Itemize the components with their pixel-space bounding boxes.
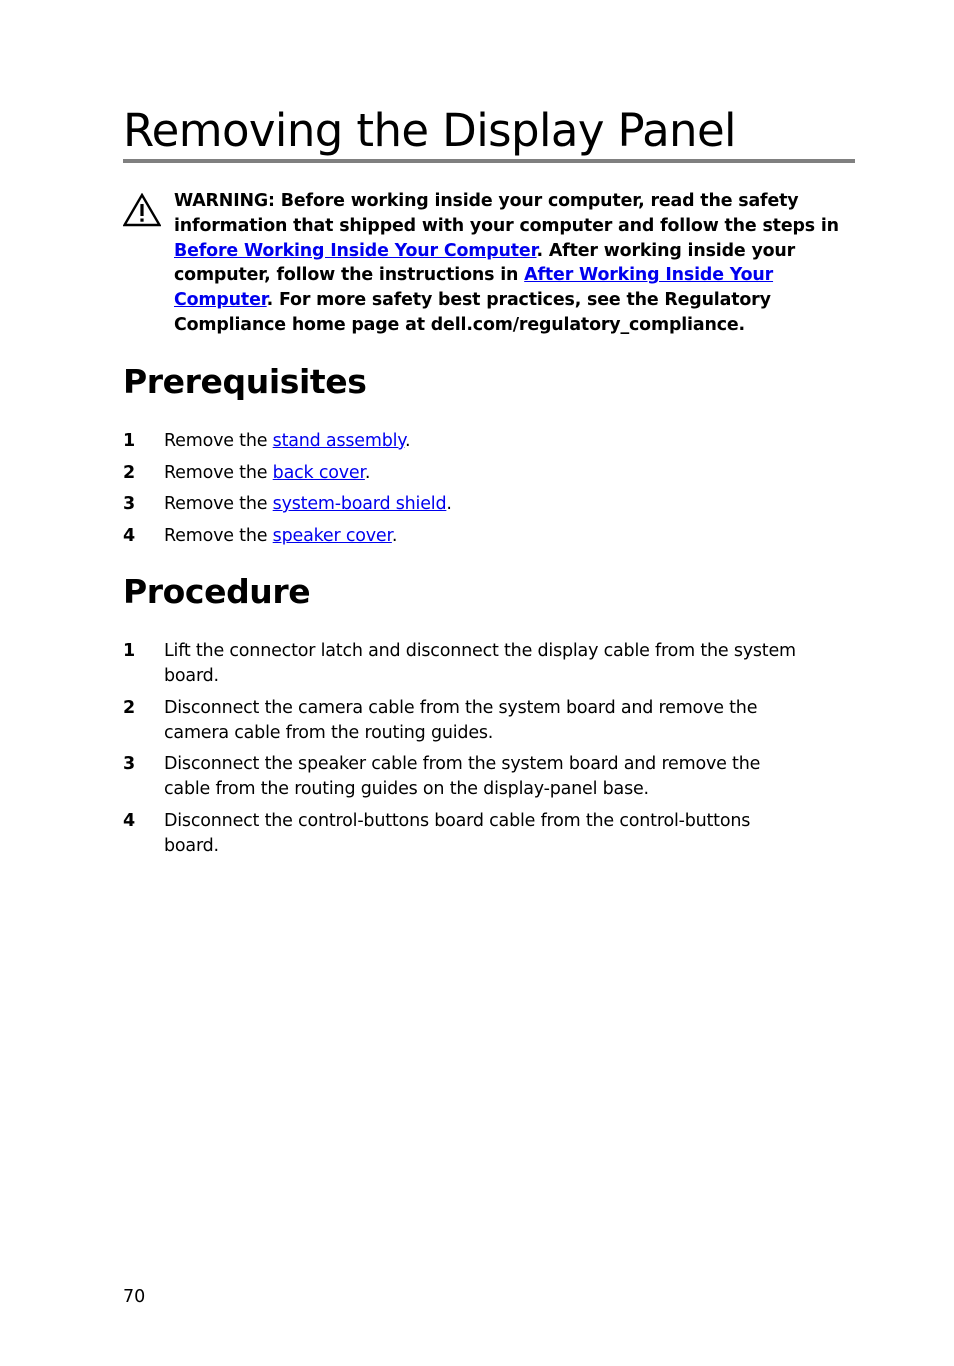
page-title: Removing the Display Panel bbox=[123, 104, 736, 157]
step-text: Disconnect the speaker cable from the system board and remove the cable from the routing guides on the display-panel base. bbox=[164, 754, 761, 799]
procedure-step bbox=[123, 639, 855, 689]
step-number: 2 bbox=[123, 697, 135, 718]
system-board-shield-link[interactable]: system-board shield bbox=[272, 494, 447, 514]
stand-assembly-link[interactable]: stand assembly bbox=[272, 431, 405, 451]
before-working-link[interactable]: Before Working Inside Your Computer bbox=[174, 240, 537, 261]
after-working-link[interactable]: After Working Inside Your bbox=[524, 265, 774, 286]
prerequisites-heading: Prerequisites bbox=[123, 362, 367, 401]
prerequisite-item: 3 Remove the system-board shield. bbox=[123, 492, 855, 524]
step-text: Disconnect the control-buttons board cable from the control-buttons board. bbox=[164, 810, 751, 856]
step-number: 3 bbox=[123, 754, 135, 774]
step-number: 4 bbox=[123, 810, 135, 831]
procedure-step bbox=[123, 752, 855, 802]
step-number: 2 bbox=[123, 462, 135, 483]
procedure-list bbox=[123, 639, 855, 865]
warning-message bbox=[174, 189, 854, 338]
warning-line: Compliance home page at dell.com/regulatory_compliance. bbox=[174, 314, 745, 335]
prerequisite-item: 2 Remove the back cover. bbox=[123, 461, 855, 493]
prerequisite-item: 1 Remove the stand assembly. bbox=[123, 429, 855, 461]
warning-line: computer, follow the instructions in After Working Inside Your bbox=[174, 265, 774, 286]
procedure-heading: Procedure bbox=[123, 572, 311, 611]
back-cover-link[interactable]: back cover bbox=[272, 462, 365, 483]
speaker-cover-link[interactable]: speaker cover bbox=[272, 525, 392, 546]
step-number: 1 bbox=[123, 641, 135, 661]
procedure-step bbox=[123, 809, 855, 859]
prerequisites-list bbox=[123, 429, 855, 555]
warning-line: information that shipped with your computer and follow the steps in bbox=[174, 215, 839, 236]
page-number: 70 bbox=[123, 1287, 146, 1307]
warning-line: WARNING: Before working inside your computer, read the safety bbox=[174, 191, 799, 211]
warning-triangle-icon bbox=[123, 193, 161, 227]
warning-line: Before Working Inside Your Computer. After working inside your bbox=[174, 240, 796, 261]
step-number: 3 bbox=[123, 494, 135, 514]
step-text: Disconnect the camera cable from the system board and remove the camera cable from the routing guides. bbox=[164, 697, 758, 743]
step-number: 1 bbox=[123, 431, 135, 451]
title-underline bbox=[123, 159, 855, 163]
step-text: Lift the connector latch and disconnect the display cable from the system board. bbox=[164, 641, 796, 686]
prerequisite-item: 4 Remove the speaker cover. bbox=[123, 524, 855, 556]
warning-line: Computer. For more safety best practices, see the Regulatory bbox=[174, 290, 771, 311]
procedure-step bbox=[123, 696, 855, 746]
after-working-link-continued[interactable]: Computer bbox=[174, 290, 267, 311]
step-number: 4 bbox=[123, 525, 135, 546]
